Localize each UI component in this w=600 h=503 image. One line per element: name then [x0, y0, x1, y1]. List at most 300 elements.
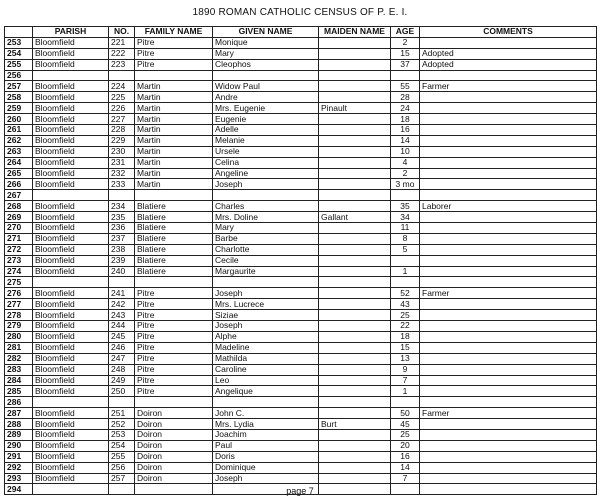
cell-family-name — [135, 277, 213, 288]
cell-comments — [420, 37, 597, 48]
header-row — [5, 27, 597, 38]
cell-comments — [420, 212, 597, 223]
cell-age: 45 — [391, 419, 420, 430]
table-row — [5, 440, 597, 451]
cell-no: 224 — [109, 81, 135, 92]
cell-no: 225 — [109, 92, 135, 103]
cell-given-name: Cecile — [213, 255, 319, 266]
row-number: 275 — [5, 277, 33, 288]
cell-age: 18 — [391, 331, 420, 342]
cell-family-name: Martin — [135, 103, 213, 114]
cell-comments — [420, 440, 597, 451]
cell-age: 7 — [391, 473, 420, 484]
cell-maiden-name — [319, 168, 391, 179]
census-body — [5, 37, 597, 494]
table-row — [5, 92, 597, 103]
row-number: 262 — [5, 135, 33, 146]
cell-comments — [420, 353, 597, 364]
cell-maiden-name — [319, 125, 391, 136]
cell-no: 246 — [109, 342, 135, 353]
cell-parish — [33, 70, 109, 81]
table-row — [5, 190, 597, 201]
table-row — [5, 157, 597, 168]
cell-family-name: Blatiere — [135, 233, 213, 244]
cell-given-name: Monique — [213, 37, 319, 48]
cell-maiden-name — [319, 70, 391, 81]
cell-parish: Bloomfield — [33, 331, 109, 342]
cell-age — [391, 397, 420, 408]
cell-parish: Bloomfield — [33, 146, 109, 157]
cell-maiden-name — [319, 266, 391, 277]
cell-no: 222 — [109, 48, 135, 59]
cell-parish: Bloomfield — [33, 244, 109, 255]
cell-parish: Bloomfield — [33, 266, 109, 277]
table-row — [5, 37, 597, 48]
cell-age: 3 mo — [391, 179, 420, 190]
cell-given-name: Mrs. Eugenie — [213, 103, 319, 114]
row-number: 289 — [5, 429, 33, 440]
cell-parish: Bloomfield — [33, 233, 109, 244]
cell-no: 241 — [109, 288, 135, 299]
cell-maiden-name — [319, 288, 391, 299]
cell-given-name: Caroline — [213, 364, 319, 375]
cell-given-name — [213, 70, 319, 81]
cell-comments — [420, 103, 597, 114]
cell-age: 52 — [391, 288, 420, 299]
cell-age: 1 — [391, 386, 420, 397]
row-number: 277 — [5, 299, 33, 310]
cell-maiden-name — [319, 397, 391, 408]
cell-family-name: Blatiere — [135, 255, 213, 266]
cell-no: 251 — [109, 408, 135, 419]
cell-given-name: Joseph — [213, 321, 319, 332]
cell-no: 233 — [109, 179, 135, 190]
cell-age: 34 — [391, 212, 420, 223]
cell-no: 250 — [109, 386, 135, 397]
cell-family-name: Doiron — [135, 408, 213, 419]
cell-given-name: Joseph — [213, 179, 319, 190]
cell-maiden-name — [319, 92, 391, 103]
cell-maiden-name — [319, 375, 391, 386]
cell-given-name: Celina — [213, 157, 319, 168]
header-comments: COMMENTS — [420, 27, 597, 38]
cell-given-name — [213, 190, 319, 201]
cell-family-name: Pitre — [135, 386, 213, 397]
cell-parish: Bloomfield — [33, 473, 109, 484]
cell-comments — [420, 179, 597, 190]
cell-comments — [420, 266, 597, 277]
cell-no: 242 — [109, 299, 135, 310]
row-number: 253 — [5, 37, 33, 48]
cell-age: 8 — [391, 233, 420, 244]
row-number: 274 — [5, 266, 33, 277]
row-number: 271 — [5, 233, 33, 244]
cell-given-name: Mrs. Lydia — [213, 419, 319, 430]
cell-given-name: Charles — [213, 201, 319, 212]
cell-no: 249 — [109, 375, 135, 386]
cell-comments — [420, 223, 597, 234]
cell-comments — [420, 331, 597, 342]
cell-given-name: Mathilda — [213, 353, 319, 364]
cell-family-name: Pitre — [135, 353, 213, 364]
cell-family-name: Martin — [135, 179, 213, 190]
cell-comments — [420, 92, 597, 103]
cell-family-name: Martin — [135, 81, 213, 92]
cell-comments: Adopted — [420, 48, 597, 59]
row-number: 291 — [5, 451, 33, 462]
cell-comments — [420, 233, 597, 244]
cell-given-name — [213, 397, 319, 408]
cell-given-name: Eugenie — [213, 114, 319, 125]
cell-no — [109, 397, 135, 408]
cell-age: 25 — [391, 310, 420, 321]
table-row — [5, 266, 597, 277]
cell-comments — [420, 255, 597, 266]
table-row — [5, 321, 597, 332]
cell-maiden-name — [319, 408, 391, 419]
cell-parish: Bloomfield — [33, 386, 109, 397]
cell-parish: Bloomfield — [33, 288, 109, 299]
cell-maiden-name — [319, 462, 391, 473]
cell-comments — [420, 190, 597, 201]
cell-no: 234 — [109, 201, 135, 212]
header-no: NO. — [109, 27, 135, 38]
cell-parish: Bloomfield — [33, 114, 109, 125]
cell-age — [391, 70, 420, 81]
cell-given-name: Angeline — [213, 168, 319, 179]
cell-maiden-name — [319, 244, 391, 255]
cell-parish: Bloomfield — [33, 92, 109, 103]
cell-no: 253 — [109, 429, 135, 440]
cell-parish: Bloomfield — [33, 451, 109, 462]
cell-maiden-name — [319, 342, 391, 353]
cell-comments — [420, 277, 597, 288]
cell-parish: Bloomfield — [33, 223, 109, 234]
cell-maiden-name — [319, 310, 391, 321]
cell-given-name: Angelique — [213, 386, 319, 397]
cell-given-name: Siziae — [213, 310, 319, 321]
cell-family-name: Pitre — [135, 375, 213, 386]
cell-given-name: Alphe — [213, 331, 319, 342]
cell-comments — [420, 168, 597, 179]
cell-parish: Bloomfield — [33, 157, 109, 168]
cell-no — [109, 190, 135, 201]
table-row — [5, 473, 597, 484]
table-row — [5, 135, 597, 146]
table-row — [5, 59, 597, 70]
row-number: 279 — [5, 321, 33, 332]
cell-parish: Bloomfield — [33, 103, 109, 114]
cell-age — [391, 190, 420, 201]
cell-maiden-name — [319, 190, 391, 201]
cell-comments: Adopted — [420, 59, 597, 70]
table-row — [5, 125, 597, 136]
cell-age: 25 — [391, 429, 420, 440]
cell-family-name: Martin — [135, 135, 213, 146]
row-number: 293 — [5, 473, 33, 484]
cell-no: 245 — [109, 331, 135, 342]
cell-maiden-name — [319, 440, 391, 451]
cell-family-name: Doiron — [135, 440, 213, 451]
census-table — [4, 26, 597, 495]
cell-age — [391, 277, 420, 288]
cell-age: 14 — [391, 462, 420, 473]
cell-parish: Bloomfield — [33, 81, 109, 92]
cell-age: 2 — [391, 37, 420, 48]
cell-age: 35 — [391, 201, 420, 212]
cell-age: 43 — [391, 299, 420, 310]
cell-family-name: Doiron — [135, 451, 213, 462]
row-number: 278 — [5, 310, 33, 321]
cell-maiden-name — [319, 386, 391, 397]
table-row — [5, 299, 597, 310]
cell-given-name: John C. — [213, 408, 319, 419]
cell-maiden-name — [319, 451, 391, 462]
cell-comments — [420, 135, 597, 146]
cell-age: 20 — [391, 440, 420, 451]
page-number: page 7 — [286, 486, 314, 496]
cell-family-name: Blatiere — [135, 244, 213, 255]
table-row — [5, 397, 597, 408]
cell-no: 229 — [109, 135, 135, 146]
cell-age: 14 — [391, 135, 420, 146]
table-row — [5, 408, 597, 419]
cell-age: 2 — [391, 168, 420, 179]
cell-age: 28 — [391, 92, 420, 103]
table-row — [5, 277, 597, 288]
cell-comments — [420, 310, 597, 321]
row-number: 290 — [5, 440, 33, 451]
cell-parish: Bloomfield — [33, 321, 109, 332]
cell-parish: Bloomfield — [33, 462, 109, 473]
cell-comments: Farmer — [420, 408, 597, 419]
cell-comments — [420, 429, 597, 440]
row-number: 287 — [5, 408, 33, 419]
cell-given-name: Dominique — [213, 462, 319, 473]
cell-age: 50 — [391, 408, 420, 419]
table-row — [5, 103, 597, 114]
cell-comments — [420, 157, 597, 168]
cell-age: 15 — [391, 342, 420, 353]
cell-comments — [420, 397, 597, 408]
cell-given-name: Mrs. Doline — [213, 212, 319, 223]
row-number: 255 — [5, 59, 33, 70]
cell-comments — [420, 321, 597, 332]
cell-family-name: Doiron — [135, 462, 213, 473]
table-row — [5, 386, 597, 397]
cell-age: 55 — [391, 81, 420, 92]
cell-parish: Bloomfield — [33, 310, 109, 321]
cell-age: 16 — [391, 451, 420, 462]
row-number: 284 — [5, 375, 33, 386]
cell-age — [391, 255, 420, 266]
table-row — [5, 310, 597, 321]
cell-maiden-name — [319, 473, 391, 484]
cell-maiden-name — [319, 59, 391, 70]
cell-comments: Farmer — [420, 288, 597, 299]
cell-family-name: Martin — [135, 125, 213, 136]
cell-comments — [420, 125, 597, 136]
cell-given-name — [213, 277, 319, 288]
cell-parish: Bloomfield — [33, 255, 109, 266]
cell-family-name: Blatiere — [135, 223, 213, 234]
cell-parish: Bloomfield — [33, 59, 109, 70]
cell-given-name: Ursele — [213, 146, 319, 157]
cell-no: 248 — [109, 364, 135, 375]
cell-parish: Bloomfield — [33, 168, 109, 179]
row-number: 264 — [5, 157, 33, 168]
row-number: 292 — [5, 462, 33, 473]
cell-parish: Bloomfield — [33, 419, 109, 430]
table-row — [5, 48, 597, 59]
cell-given-name: Leo — [213, 375, 319, 386]
table-row — [5, 364, 597, 375]
cell-given-name: Mary — [213, 223, 319, 234]
cell-comments — [420, 70, 597, 81]
cell-parish: Bloomfield — [33, 429, 109, 440]
cell-no: 223 — [109, 59, 135, 70]
cell-parish: Bloomfield — [33, 212, 109, 223]
cell-no: 227 — [109, 114, 135, 125]
cell-maiden-name: Pinault — [319, 103, 391, 114]
cell-no: 244 — [109, 321, 135, 332]
cell-age: 16 — [391, 125, 420, 136]
cell-family-name: Pitre — [135, 321, 213, 332]
cell-parish: Bloomfield — [33, 440, 109, 451]
header-age: AGE — [391, 27, 420, 38]
cell-maiden-name — [319, 179, 391, 190]
cell-age: 15 — [391, 48, 420, 59]
cell-comments — [420, 146, 597, 157]
cell-family-name: Martin — [135, 92, 213, 103]
cell-comments — [420, 114, 597, 125]
cell-given-name: Joseph — [213, 473, 319, 484]
cell-given-name: Paul — [213, 440, 319, 451]
cell-maiden-name — [319, 321, 391, 332]
row-number: 259 — [5, 103, 33, 114]
cell-family-name: Pitre — [135, 37, 213, 48]
cell-no: 255 — [109, 451, 135, 462]
cell-family-name: Pitre — [135, 299, 213, 310]
cell-family-name: Pitre — [135, 331, 213, 342]
cell-parish: Bloomfield — [33, 299, 109, 310]
cell-maiden-name — [319, 48, 391, 59]
table-row — [5, 212, 597, 223]
cell-age: 10 — [391, 146, 420, 157]
cell-given-name: Joachim — [213, 429, 319, 440]
cell-given-name: Madeline — [213, 342, 319, 353]
cell-comments — [420, 386, 597, 397]
cell-family-name: Martin — [135, 146, 213, 157]
cell-family-name: Pitre — [135, 48, 213, 59]
page-title: 1890 ROMAN CATHOLIC CENSUS OF P. E. I. — [192, 7, 408, 18]
cell-family-name: Blatiere — [135, 266, 213, 277]
cell-parish — [33, 190, 109, 201]
cell-family-name: Doiron — [135, 429, 213, 440]
cell-comments: Laborer — [420, 201, 597, 212]
cell-given-name: Mrs. Lucrece — [213, 299, 319, 310]
cell-family-name: Blatiere — [135, 212, 213, 223]
cell-given-name: Andre — [213, 92, 319, 103]
cell-age: 37 — [391, 59, 420, 70]
row-number: 288 — [5, 419, 33, 430]
cell-family-name — [135, 190, 213, 201]
table-row — [5, 81, 597, 92]
cell-family-name: Pitre — [135, 59, 213, 70]
cell-given-name: Barbe — [213, 233, 319, 244]
cell-parish: Bloomfield — [33, 364, 109, 375]
header-given-name: GIVEN NAME — [213, 27, 319, 38]
cell-comments — [420, 419, 597, 430]
cell-comments — [420, 244, 597, 255]
cell-age: 11 — [391, 223, 420, 234]
cell-no: 257 — [109, 473, 135, 484]
cell-maiden-name — [319, 146, 391, 157]
cell-maiden-name — [319, 81, 391, 92]
row-number: 281 — [5, 342, 33, 353]
row-number: 273 — [5, 255, 33, 266]
cell-comments — [420, 375, 597, 386]
row-number: 256 — [5, 70, 33, 81]
row-number: 286 — [5, 397, 33, 408]
cell-parish: Bloomfield — [33, 125, 109, 136]
cell-no — [109, 70, 135, 81]
cell-family-name — [135, 70, 213, 81]
header-family-name: FAMILY NAME — [135, 27, 213, 38]
cell-maiden-name — [319, 37, 391, 48]
cell-maiden-name — [319, 223, 391, 234]
cell-age: 22 — [391, 321, 420, 332]
cell-age: 1 — [391, 266, 420, 277]
cell-maiden-name — [319, 353, 391, 364]
cell-age: 9 — [391, 364, 420, 375]
row-number: 282 — [5, 353, 33, 364]
row-number: 285 — [5, 386, 33, 397]
cell-family-name: Martin — [135, 157, 213, 168]
cell-no: 226 — [109, 103, 135, 114]
table-row — [5, 233, 597, 244]
table-row — [5, 146, 597, 157]
table-row — [5, 201, 597, 212]
cell-given-name: Adelle — [213, 125, 319, 136]
row-number: 257 — [5, 81, 33, 92]
cell-parish: Bloomfield — [33, 375, 109, 386]
cell-maiden-name: Burt — [319, 419, 391, 430]
cell-comments — [420, 342, 597, 353]
row-number: 268 — [5, 201, 33, 212]
row-number: 263 — [5, 146, 33, 157]
table-row — [5, 429, 597, 440]
cell-no: 236 — [109, 223, 135, 234]
row-number: 272 — [5, 244, 33, 255]
cell-comments — [420, 364, 597, 375]
cell-no — [109, 277, 135, 288]
table-row — [5, 244, 597, 255]
cell-no: 221 — [109, 37, 135, 48]
row-number: 267 — [5, 190, 33, 201]
row-number: 258 — [5, 92, 33, 103]
cell-age: 24 — [391, 103, 420, 114]
row-number: 265 — [5, 168, 33, 179]
cell-maiden-name — [319, 429, 391, 440]
table-row — [5, 223, 597, 234]
cell-comments — [420, 299, 597, 310]
cell-no: 230 — [109, 146, 135, 157]
cell-comments — [420, 451, 597, 462]
cell-maiden-name — [319, 255, 391, 266]
table-row — [5, 114, 597, 125]
cell-family-name: Pitre — [135, 342, 213, 353]
